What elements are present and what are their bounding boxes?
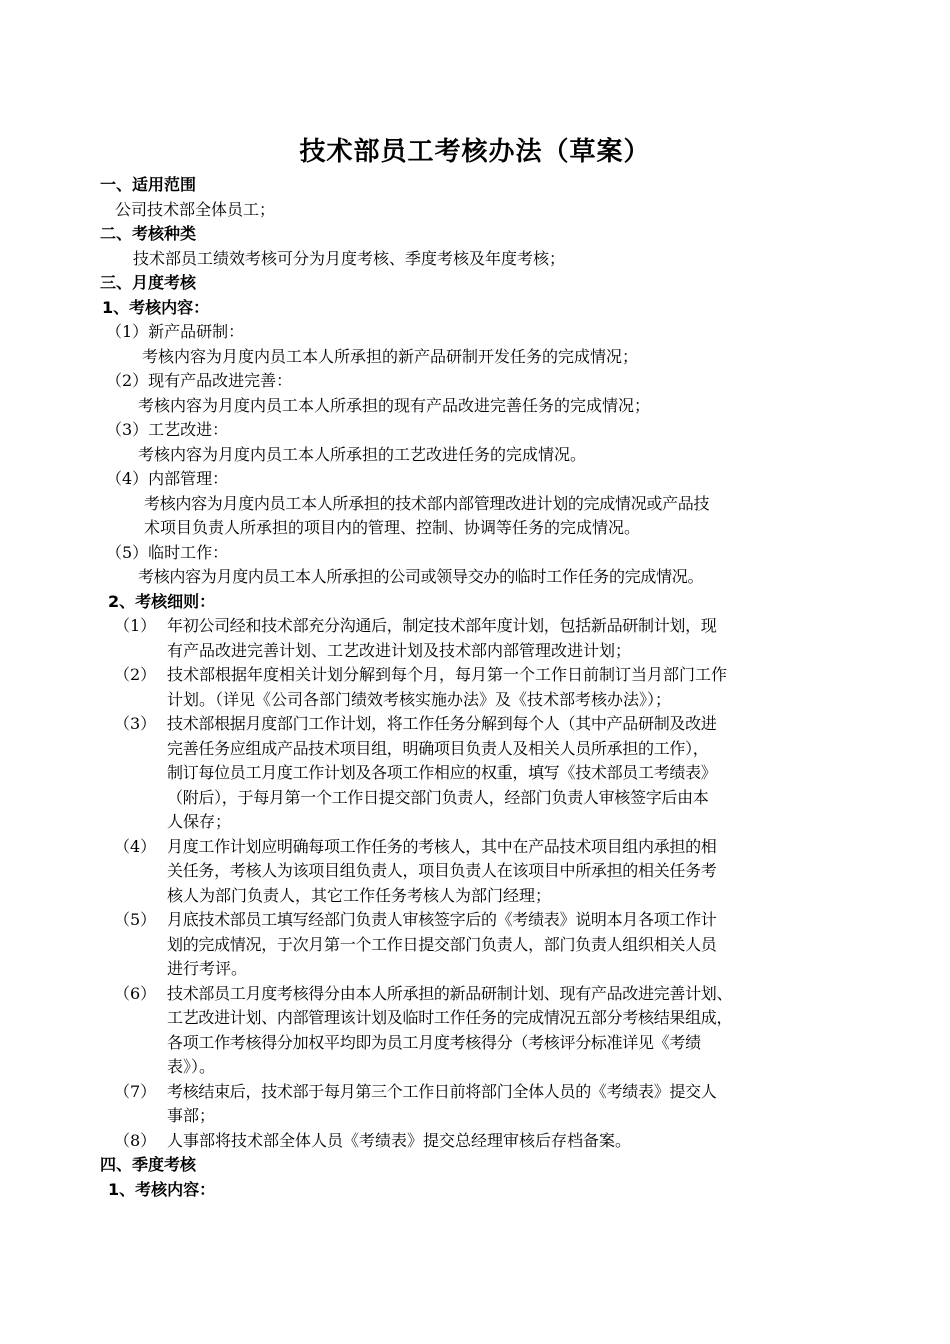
rule-number: （8） [114, 1130, 157, 1150]
item-label-internal-management: （4）内部管理： [106, 469, 229, 488]
rule-line: 各项工作考核得分加权平均即为员工月度考核得分（考核评分标准详见《考绩 [167, 1032, 701, 1052]
rule-item [100, 663, 860, 712]
rule-line: 进行考评。 [167, 959, 248, 978]
section-text-types: 技术部员工绩效考核可分为月度考核、季度考核及年度考核； [133, 248, 566, 268]
item-text-internal-management-2: 术项目负责人所承担的项目内的管理、控制、协调等任务的完成情况。 [144, 518, 641, 537]
rule-item [100, 982, 860, 1080]
subheading-quarterly-content: 1、考核内容： [108, 1179, 216, 1199]
document-title: 技术部员工考核办法（草案） [299, 137, 651, 167]
rule-line: 制订每位员工月度工作计划及各项工作相应的权重，填写《技术部员工考绩表》 [167, 763, 717, 782]
rule-number: （1） [114, 616, 157, 635]
document-body [100, 173, 860, 1202]
rule-line: 月度工作计划应明确每项工作任务的考核人，其中在产品技术项目组内承担的相 [167, 836, 717, 856]
rule-number: （4） [114, 836, 157, 856]
item-text-temporary-work: 考核内容为月度内员工本人所承担的公司或领导交办的临时工作任务的完成情况。 [138, 567, 704, 586]
rule-line: 月底技术部员工填写经部门负责人审核签字后的《考绩表》说明本月各项工作计 [167, 910, 717, 929]
rule-item [100, 835, 860, 909]
rule-number: （3） [114, 714, 157, 733]
rule-line: （附后），于每月第一个工作日提交部门负责人，经部门负责人审核签字后由本 [167, 787, 709, 807]
rule-line: 人保存； [167, 812, 232, 831]
section-text-scope: 公司技术部全体员工； [115, 199, 276, 219]
rule-number: （2） [114, 665, 157, 684]
rule-line: 划的完成情况，于次月第一个工作日提交部门负责人，部门负责人组织相关人员 [167, 934, 717, 954]
rule-line: 完善任务应组成产品技术项目组，明确项目负责人及相关人员所承担的工作）， [167, 738, 709, 758]
rule-line: 人事部将技术部全体人员《考绩表》提交总经理审核后存档备案。 [167, 1130, 632, 1150]
rule-line: 技术部员工月度考核得分由本人所承担的新品研制计划、现有产品改进完善计划、 [167, 983, 733, 1003]
item-text-process-improvement: 考核内容为月度内员工本人所承担的工艺改进任务的完成情况。 [138, 444, 587, 464]
rule-line: 年初公司经和技术部充分沟通后，制定技术部年度计划，包括新品研制计划，现 [167, 616, 717, 635]
item-text-product-improvement: 考核内容为月度内员工本人所承担的现有产品改进完善任务的完成情况； [138, 395, 651, 415]
subheading-monthly-content: 1、考核内容： [102, 297, 210, 317]
rule-number: （7） [114, 1081, 157, 1101]
rule-item [100, 614, 860, 663]
rule-item [100, 1080, 860, 1129]
section-heading-quarterly: 四、季度考核 [100, 1155, 197, 1174]
rule-line: 关任务，考核人为该项目组负责人，项目负责人在该项目中所承担的相关任务考 [167, 861, 717, 880]
item-label-new-product: （1）新产品研制： [106, 322, 245, 341]
item-label-temporary-work: （5）临时工作： [106, 542, 229, 562]
rule-number: （5） [114, 910, 157, 929]
rule-item [100, 908, 860, 982]
section-heading-monthly: 三、月度考核 [100, 273, 197, 292]
item-label-process-improvement: （3）工艺改进： [106, 420, 229, 439]
rule-line: 核人为部门负责人，其它工作任务考核人为部门经理； [167, 885, 552, 905]
rule-line: 表》）。 [167, 1057, 216, 1076]
rule-number: （6） [114, 983, 157, 1003]
subheading-monthly-rules: 2、考核细则： [108, 591, 216, 611]
item-label-product-improvement: （2）现有产品改进完善： [106, 371, 293, 390]
rule-line: 计划。（详见《公司各部门绩效考核实施办法》及《技术部考核办法》）； [167, 689, 672, 709]
rule-line: 工艺改进计划、内部管理该计划及临时工作任务的完成情况五部分考核结果组成， [167, 1008, 733, 1027]
rule-line: 技术部根据月度部门工作计划，将工作任务分解到每个人（其中产品研制及改进 [167, 714, 717, 733]
rule-item [100, 1129, 860, 1154]
rule-line: 有产品改进完善计划、工艺改进计划及技术部内部管理改进计划； [167, 640, 632, 660]
rule-line: 考核结束后，技术部于每月第三个工作日前将部门全体人员的《考绩表》提交人 [167, 1081, 717, 1101]
rule-line: 事部； [167, 1106, 216, 1125]
section-heading-scope: 一、适用范围 [100, 175, 197, 194]
rule-item [100, 712, 860, 835]
section-heading-types: 二、考核种类 [100, 224, 197, 243]
item-text-internal-management-1: 考核内容为月度内员工本人所承担的技术部内部管理改进计划的完成情况或产品技 [144, 493, 710, 513]
rule-line: 技术部根据年度相关计划分解到每个月，每月第一个工作日前制订当月部门工作 [167, 665, 728, 684]
item-text-new-product: 考核内容为月度内员工本人所承担的新产品研制开发任务的完成情况； [142, 346, 639, 366]
